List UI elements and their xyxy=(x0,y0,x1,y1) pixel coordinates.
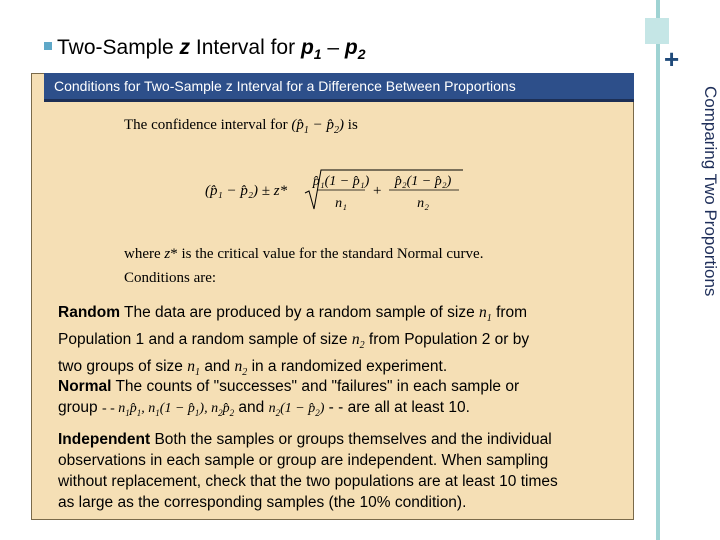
formula-den2: n₂ xyxy=(417,196,429,211)
formula-den1: n₁ xyxy=(335,196,347,211)
title-text: Two-Sample xyxy=(57,36,180,59)
conditions-label: Conditions are: xyxy=(124,270,217,286)
title-sub1: 1 xyxy=(313,46,322,63)
ci-formula xyxy=(205,165,475,215)
title-mid: Interval for xyxy=(190,36,301,59)
box-heading: Conditions for Two-Sample z Interval for a Difference Between Proportions xyxy=(44,73,634,99)
formula-num1: p̂₁(1 − p̂₁) xyxy=(312,174,370,189)
title-z: z xyxy=(179,36,191,59)
formula-num2: p̂₂(1 − p̂₂) xyxy=(394,174,452,189)
title-dash: – xyxy=(321,36,345,59)
bar-shadow xyxy=(44,99,634,102)
random-label: Random xyxy=(58,304,120,321)
condition-random: Random The data are produced by a random sample of size $n_1$ from Population 1 and a random sample of size $n_2$ from Population 2 or by two groups of size $n_1$ and $n_2$ in a randomized experiment. xyxy=(58,304,530,379)
ci-intro: The confidence interval for ($p̂_1$ − $p̂_2$) is xyxy=(124,117,358,136)
formula-lhs: (p̂₁ − p̂₂) ± z* xyxy=(205,183,288,199)
formula-plus: + xyxy=(373,183,382,199)
independent-label: Independent xyxy=(58,431,151,448)
accent-block xyxy=(645,18,669,44)
section-label: Comparing Two Proportions xyxy=(701,86,720,297)
plus-icon: + xyxy=(664,44,680,74)
title-sub2: 2 xyxy=(357,46,366,63)
accent-rule xyxy=(656,0,660,540)
normal-label: Normal xyxy=(58,378,112,395)
square-bullet-icon xyxy=(44,42,52,50)
condition-independent: Independent Both the samples or groups themselves and the individual observations in each sample or group are independent. When sampling without replacement, check that the two populations are at least 10 times as large as the corresponding samples (the 10% condition). xyxy=(58,431,558,511)
title-p2: p xyxy=(344,36,358,59)
slide-title xyxy=(44,36,366,62)
critical-note: where z* is the critical value for the standard Normal curve. xyxy=(124,246,484,262)
condition-normal: Normal The counts of "successes" and "failures" in each sample or group - - $n_1p̂_1$, $n_1(1$ − $p̂_1$), $n_2p̂_2$ and $n_2(1$ − $p̂_2$) - - are all at least 10. xyxy=(58,378,520,418)
title-p1: p xyxy=(300,36,314,59)
